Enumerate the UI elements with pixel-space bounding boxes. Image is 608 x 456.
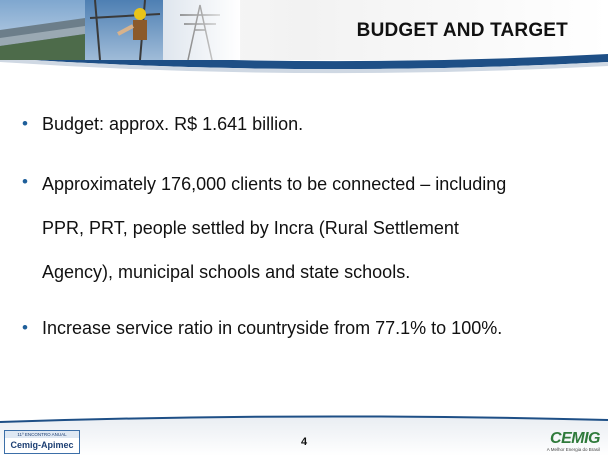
bullet-text-line: PPR, PRT, people settled by Incra (Rural Settlement xyxy=(42,218,459,238)
slide-title: BUDGET AND TARGET xyxy=(356,20,568,41)
slide-footer xyxy=(0,414,608,456)
bullet-item xyxy=(22,316,502,340)
dam-photo-icon xyxy=(0,0,85,60)
event-logo-caption: 11º ENCONTRO ANUAL xyxy=(5,431,79,438)
slide-header xyxy=(0,0,608,78)
lineman-photo-icon xyxy=(85,0,163,60)
bullet-item xyxy=(22,172,602,284)
bullet-text-line: Approximately 176,000 clients to be connected – including xyxy=(42,174,507,194)
bullet-text-line: Agency), municipal schools and state schools. xyxy=(42,262,411,282)
bullet-text: Budget: approx. R$ 1.641 billion. xyxy=(42,114,304,134)
footer-band xyxy=(0,414,608,456)
header-photo-strip xyxy=(0,0,240,78)
bullet-dot-icon: • xyxy=(22,114,28,133)
bullet-item xyxy=(22,112,303,136)
bullet-dot-icon: • xyxy=(22,172,28,191)
bullet-text: Increase service ratio in countryside from 77.1% to 100%. xyxy=(42,318,503,338)
event-logo-name: Cemig-Apimec xyxy=(10,440,74,450)
transmission-tower-photo-icon xyxy=(163,0,240,60)
brand-tagline: A Melhor Energia do Brasil xyxy=(546,447,600,452)
page-number: 4 xyxy=(300,436,308,448)
cemig-logo xyxy=(536,430,600,453)
brand-name: CEMIG xyxy=(550,430,600,447)
bullet-dot-icon: • xyxy=(22,318,28,337)
